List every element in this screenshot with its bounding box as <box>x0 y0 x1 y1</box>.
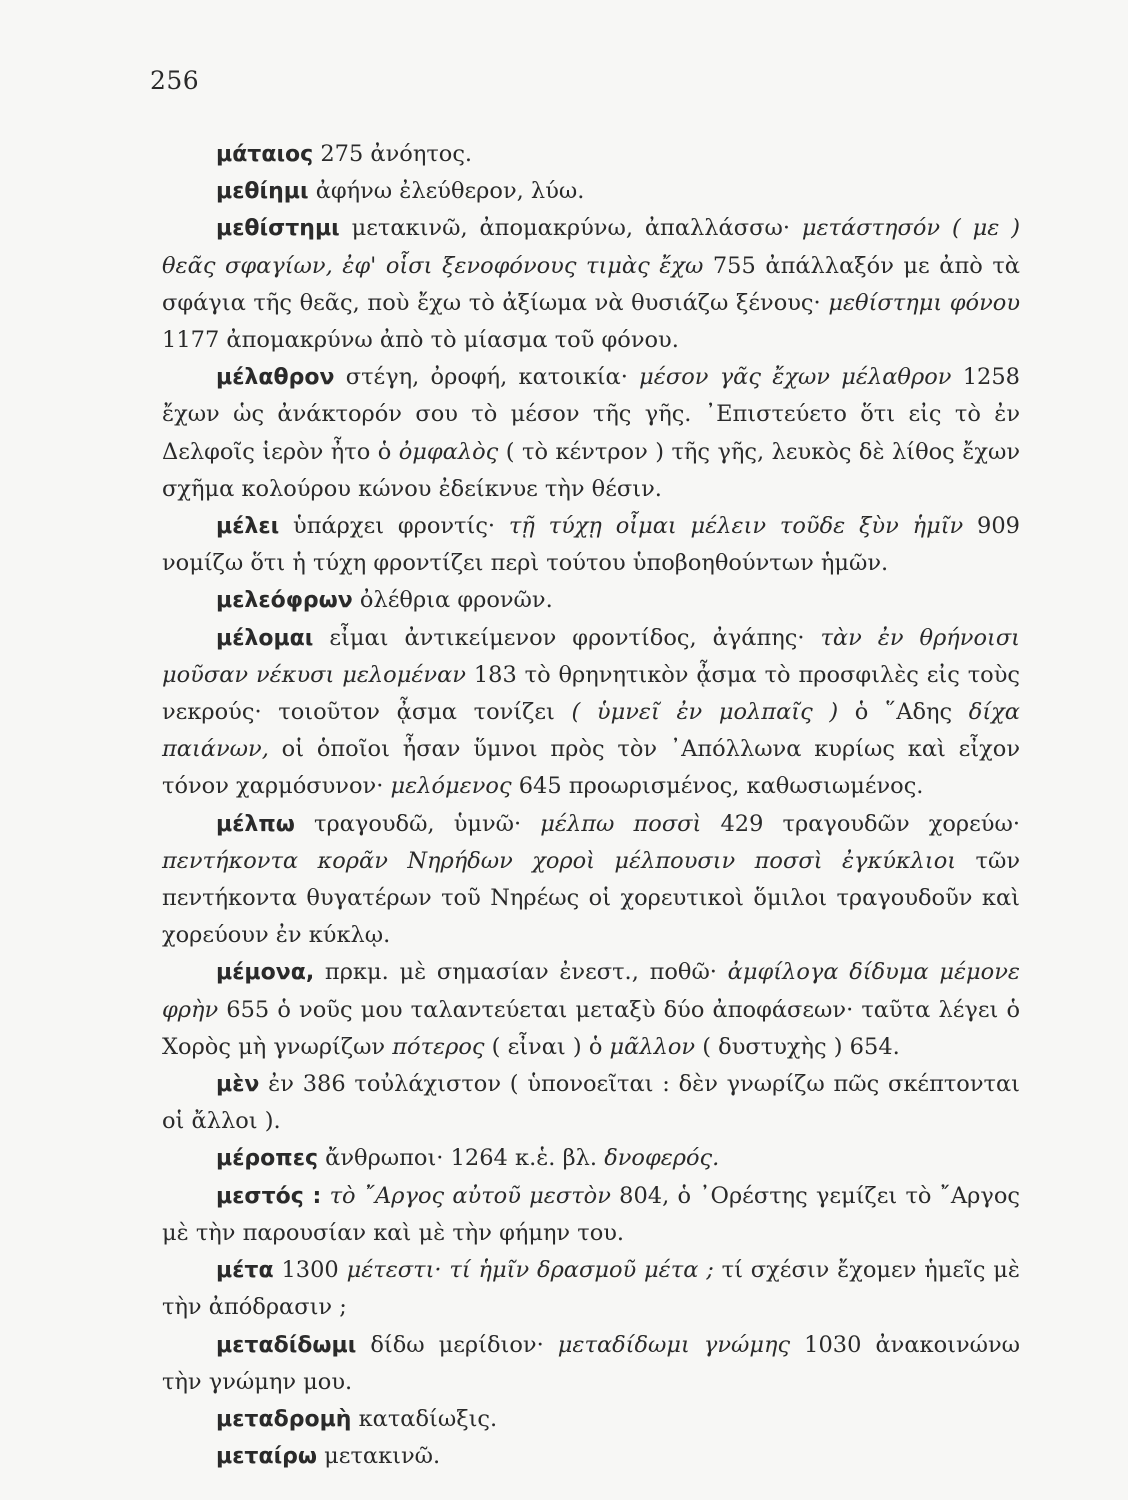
entry-definition-text: 909 νομίζω ὅτι ἡ τύχη φροντίζει περὶ τούτου ὑποβοηθούντων ἡμῶν. <box>162 513 1020 577</box>
entry-quotation: μᾶλλον <box>609 1033 696 1060</box>
dictionary-entry <box>162 1066 1020 1140</box>
entry-headword: μὲν <box>216 1072 260 1098</box>
entry-definition-text: 655 ὁ νοῦς μου ταλαντεύεται μεταξὺ δύο ἀποφάσεων· ταῦτα λέγει ὁ Χορὸς μὴ γνωρίζων <box>162 996 1020 1060</box>
entry-definition-text: εἶμαι ἀντικείμενον φροντίδος, ἀγάπης· <box>313 624 821 651</box>
dictionary-entry <box>162 1438 1020 1475</box>
dictionary-entry <box>162 954 1020 1066</box>
entry-quotation: πότερος <box>392 1033 485 1060</box>
entry-definition-text: 183 τὸ θρηνητικὸν ᾆσμα τὸ προσφιλὲς εἰς τοὺς νεκρούς· τοιοῦτον ᾆσμα τονίζει <box>162 661 1021 726</box>
entry-definition-text: ὑπάρχει φροντίς· <box>279 513 509 540</box>
entry-definition-text: ( εἶναι ) ὁ <box>484 1033 610 1060</box>
entry-quotation: μεθίστημι φόνου <box>828 289 1020 316</box>
entry-headword: μεστός : <box>216 1183 322 1209</box>
entry-definition-text: τῶν πεντήκοντα θυγατέρων τοῦ Νηρέως οἱ χορευτικοὶ ὅμιλοι τραγουδοῦν καὶ χορεύουν ἐν κύκλῳ. <box>162 847 1021 949</box>
entry-definition-text: πρκμ. μὲ σημασίαν ἐνεστ., ποθῶ· <box>314 959 728 986</box>
entry-headword: μεταδρομὴ <box>216 1406 352 1432</box>
dictionary-entry <box>162 508 1020 582</box>
entry-headword: μέροπες <box>216 1146 318 1172</box>
page-number: 256 <box>150 66 200 95</box>
entry-definition-text: ἀφήνω ἐλεύθερον, λύω. <box>308 178 585 205</box>
entry-quotation: δίχα παιάνων, <box>162 699 1020 763</box>
entry-definition-text: τραγουδῶ, ὑμνῶ· <box>294 810 541 837</box>
entry-quotation: τὰν ἐν θρήνοισι μοῦσαν νέκυσι μελομέναν <box>162 624 1020 688</box>
dictionary-entry <box>162 806 1020 955</box>
entry-headword: μεταίρω <box>216 1444 318 1470</box>
entry-headword: μέλπω <box>216 811 295 837</box>
entry-definition-text: τί σχέσιν ἔχομεν ἡμεῖς μὲ τὴν ἀπόδρασιν ; <box>162 1257 1020 1321</box>
entry-definition-text: 1300 <box>273 1257 347 1284</box>
entry-headword: μεταδίδωμι <box>216 1332 357 1358</box>
entry-definition-text: ὁ ῞Αδης <box>838 699 969 726</box>
dictionary-entry <box>162 359 1020 508</box>
entry-quotation: πεντήκοντα κορᾶν Νηρήδων χοροὶ μέλπουσιν ποσσὶ ἐγκύκλιοι <box>162 847 957 874</box>
entry-definition-text: δίδω μερίδιον· <box>356 1331 558 1358</box>
entry-headword: μέλομαι <box>216 625 314 651</box>
entry-definition-text: ( δυστυχὴς ) 654. <box>695 1033 900 1060</box>
entry-headword: μέλει <box>216 514 280 540</box>
entry-definition-text: μετακινῶ, ἀπομακρύνω, ἀπαλλάσσω· <box>339 215 802 242</box>
entry-headword: μελεόφρων <box>216 588 353 614</box>
entry-headword: μεθίημι <box>216 179 309 205</box>
dictionary-entry <box>162 1401 1020 1438</box>
entry-quotation: μέλπω ποσσὶ <box>540 810 702 837</box>
entry-quotation: ἀμφίλογα δίδυμα μέμονε φρὴν <box>162 959 1020 1023</box>
entry-definition-text: 275 ἀνόητος. <box>313 141 473 167</box>
dictionary-entries <box>162 136 1020 1475</box>
entry-definition-text: 1030 ἀνακοινώνω τὴν γνώμην μου. <box>162 1331 1020 1395</box>
entry-definition-text: μετακινῶ. <box>317 1443 441 1470</box>
entry-definition-text: ἄνθρωποι· 1264 κ.ἑ. βλ. <box>318 1145 605 1172</box>
entry-quotation: τὸ ῎Αργος αὐτοῦ μεστὸν <box>329 1182 611 1209</box>
dictionary-entry <box>162 1140 1020 1177</box>
dictionary-entry <box>162 582 1020 619</box>
entry-definition-text <box>321 1183 329 1209</box>
entry-headword: μεθίστημι <box>216 216 340 242</box>
entry-headword: μάταιος <box>216 142 314 167</box>
entry-quotation: τῇ τύχῃ οἶμαι μέλειν τοῦδε ξὺν ἡμῖν <box>508 513 964 540</box>
entry-headword: μέτα <box>216 1258 274 1284</box>
entry-headword: μέλαθρον <box>216 365 335 391</box>
entry-quotation: μελόμενος <box>390 773 512 800</box>
entry-definition-text: 1258 ἔχων ὡς ἀνάκτορόν σου τὸ μέσον τῆς γῆς. ᾿Επιστεύετο ὅτι εἰς τὸ ἐν Δελφοῖς ἱερὸν ἦτο ὁ <box>162 364 1020 465</box>
entry-definition-text: 804, ὁ ᾿Ορέστης γεμίζει τὸ ῎Αργος μὲ τὴν παρουσίαν καὶ μὲ τὴν φήμην του. <box>162 1182 1020 1246</box>
entry-definition-text: ( τὸ κέντρον ) τῆς γῆς, λευκὸς δὲ λίθος ἔχων σχῆμα κολούρου κώνου ἐδείκνυε τὴν θέσιν. <box>162 438 1020 502</box>
dictionary-entry <box>162 1252 1020 1326</box>
entry-quotation: ( ὑμνεῖ ἐν μολπαῖς ) <box>571 699 839 726</box>
entry-quotation: δνοφερός. <box>604 1145 720 1172</box>
entry-definition-text: 1177 ἀπομακρύνω ἀπὸ τὸ μίασμα τοῦ φόνου. <box>162 327 679 354</box>
entry-definition-text: ὀλέθρια φρονῶν. <box>352 587 553 614</box>
entry-definition-text: οἱ ὁποῖοι ἦσαν ὕμνοι πρὸς τὸν ᾿Απόλλωνα κυρίως καὶ εἶχον τόνον χαρμόσυνον· <box>162 736 1020 800</box>
entry-quotation: μέσον γᾶς ἔχων μέλαθρον <box>639 364 952 391</box>
entry-headword: μέμονα, <box>216 960 315 986</box>
entry-definition-text: 429 τραγουδῶν χορεύω· <box>701 810 1020 837</box>
entry-definition-text: 645 προωρισμένος, καθωσιωμένος. <box>511 773 924 800</box>
entry-quotation: μετάστησόν ( με ) θεᾶς σφαγίων, ἐφ' οἷσι ξενοφόνους τιμὰς ἔχω <box>162 215 1020 279</box>
entry-definition-text: καταδίωξις. <box>351 1405 498 1432</box>
entry-quotation: μεταδίδωμι γνώμης <box>557 1331 791 1358</box>
dictionary-entry <box>162 136 1020 173</box>
dictionary-entry <box>162 1327 1020 1401</box>
dictionary-entry <box>162 173 1020 210</box>
dictionary-entry <box>162 210 1020 359</box>
entry-quotation: ὀμφαλὸς <box>398 438 499 465</box>
entry-quotation: μέτεστι· τί ἡμῖν δρασμοῦ μέτα ; <box>346 1257 714 1284</box>
dictionary-entry <box>162 1178 1020 1252</box>
entry-definition-text: ἐν 386 τοὐλάχιστον ( ὑπονοεῖται : δὲν γνωρίζω πῶς σκέπτονται οἱ ἄλλοι ). <box>162 1071 1020 1135</box>
entry-definition-text: στέγη, ὀροφή, κατοικία· <box>334 364 640 391</box>
entry-definition-text: 755 ἀπάλλαξόν με ἀπὸ τὰ σφάγια τῆς θεᾶς, ποὺ ἔχω τὸ ἀξίωμα νὰ θυσιάζω ξένους· <box>162 252 1020 316</box>
dictionary-entry <box>162 620 1020 806</box>
